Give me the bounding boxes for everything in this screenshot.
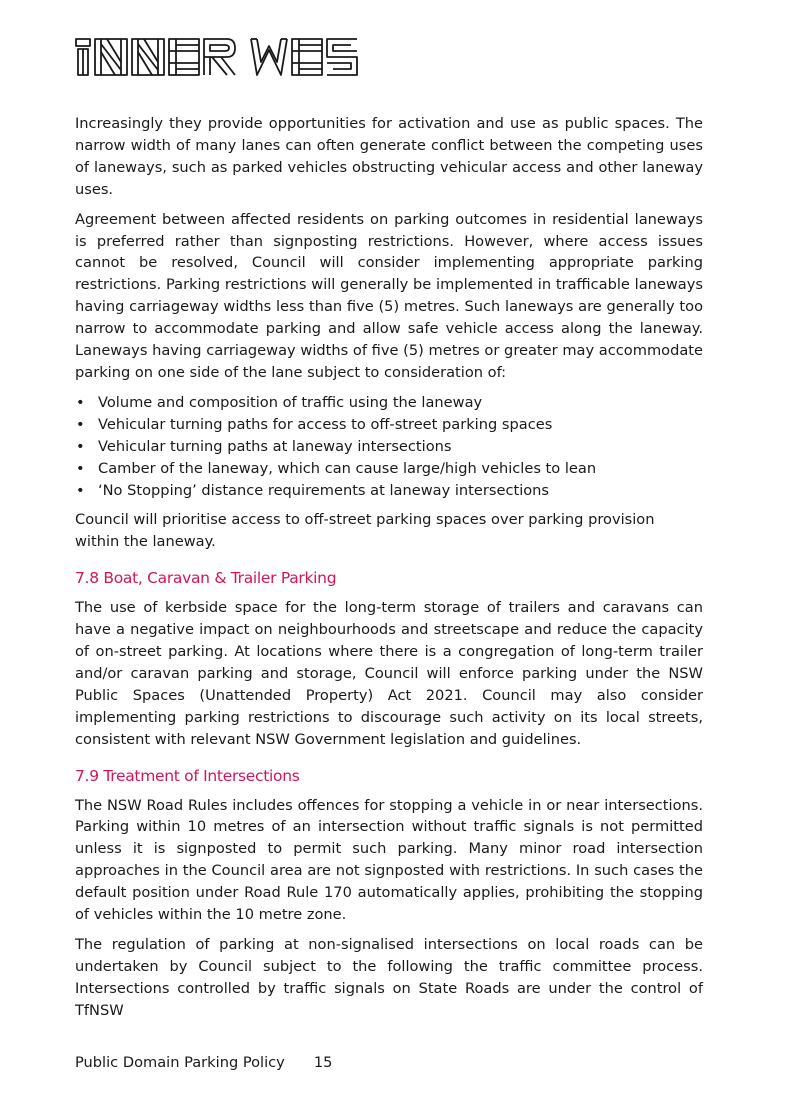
footer-document-title: Public Domain Parking Policy	[75, 1054, 285, 1071]
paragraph-laneway-restrictions: Agreement between affected residents on parking outcomes in residential laneways is preferred rather than signposting restrictions. However, where access issues cannot be resolved, Council will consider implementing appropriate parking restrictions. Parking restrictions will generally be implemented in trafficable laneways having carriageway widths less than five (5) metres. Such laneways are generally too narrow to accommodate parking and allow safe vehicle access along the laneway. Laneways having carriageway widths of five (5) metres or greater may accommodate parking on one side of the lane subject to consideration of:	[75, 210, 703, 381]
list-item: • Volume and composition of traffic using the laneway	[75, 392, 703, 414]
paragraph-intersection-regulation: The regulation of parking at non-signalised intersections on local roads can be undertaken by Council subject to the following the traffic committee process. Intersections controlled by traffic signals on State Roads are under the control of TfNSW	[75, 936, 703, 1019]
inner-west-logo	[75, 38, 370, 76]
list-item: • Camber of the laneway, which can cause large/high vehicles to lean	[75, 458, 703, 480]
section-heading-7-8: 7.8 Boat, Caravan & Trailer Parking	[75, 569, 337, 588]
paragraph-off-street-priority: Council will prioritise access to off-street parking spaces over parking provision within the laneway.	[75, 511, 655, 551]
paragraph-trailer-storage: The use of kerbside space for the long-term storage of trailers and caravans can have a negative impact on neighbourhoods and streetscape and reduce the capacity of on-street parking. At locations where there is a congregation of long-term trailer and/or caravan parking and storage, Council will enforce parking under the NSW Public Spaces (Unattended Property) Act 2021. Council may also consider implementing parking restrictions to discourage such activity on its local streets, consistent with relevant NSW Government legislation and guidelines.	[75, 599, 703, 748]
consideration-list	[75, 392, 703, 502]
page-footer	[75, 1052, 332, 1074]
paragraph-road-rules: The NSW Road Rules includes offences for stopping a vehicle in or near intersections. Parking within 10 metres of an intersection without traffic signals is not permitted unless it is signposted to permit such parking. Many minor road intersection approaches in the Council area are not signposted with restrictions. In such cases the default position under Road Rule 170 automatically applies, prohibiting the stopping of vehicles within the 10 metre zone.	[75, 796, 703, 924]
list-item: • Vehicular turning paths for access to off-street parking spaces	[75, 414, 703, 436]
document-body	[75, 113, 703, 1030]
list-item: • Vehicular turning paths at laneway intersections	[75, 436, 703, 458]
page-number: 15	[313, 1054, 333, 1071]
section-heading-7-9: 7.9 Treatment of Intersections	[75, 766, 300, 785]
paragraph-laneway-activation: Increasingly they provide opportunities for activation and use as public spaces. The narrow width of many lanes can often generate conflict between the competing uses of laneways, such as parked vehicles obstructing vehicular access and other laneway uses.	[75, 115, 703, 198]
list-item: • ‘No Stopping’ distance requirements at laneway intersections	[75, 480, 703, 502]
